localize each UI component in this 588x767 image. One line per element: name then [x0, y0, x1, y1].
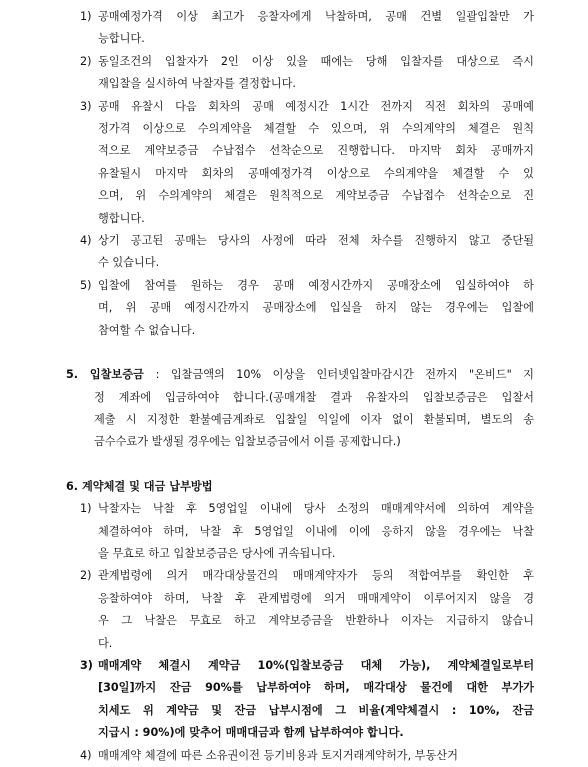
- list-item-line: 유찰될시 마지막 회차의 공매예정가격 이상으로 수의계약을 체결할 수 있: [98, 166, 534, 180]
- list-item-line: 응찰하여야 하며, 낙찰 후 관계법령에 의거 매매계약이 이루어지지 않을 경: [98, 591, 534, 605]
- spacer: [0, 454, 588, 476]
- list-item-line: 공매예정가격 이상 최고가 응찰자에게 낙찰하며, 공매 건별 일괄입찰만 가: [98, 10, 534, 23]
- section-title: 계약체결 및 대금 납부방법: [81, 479, 213, 493]
- section-number: 6.: [66, 479, 79, 493]
- section-5-line: 금수수료가 발생될 경우에는 입찰보증금에서 이를 공제합니다.): [94, 435, 401, 449]
- list-item-line: 다.: [98, 636, 113, 650]
- list-item-number: 4): [80, 748, 92, 762]
- bidding-rules-list: [0, 6, 588, 342]
- list-item: [0, 6, 588, 51]
- list-item-number: 2): [80, 569, 92, 583]
- list-item-line: 매매계약 체결에 따른 소유권이전 등기비용과 토지거래계약허가, 부동산거: [98, 748, 458, 762]
- list-item-line: 며, 위 공매 예정시간까지 공매장소에 입실을 하지 않는 경우에는 입찰에: [98, 301, 534, 315]
- list-item-number: 1): [80, 502, 92, 516]
- list-item: [0, 96, 588, 230]
- list-item-line: 상기 공고된 공매는 당사의 사정에 따라 전체 차수를 진행하지 않고 중단될: [98, 234, 534, 248]
- list-item-line: 동일조건의 입찰자가 2인 이상 있을 때에는 당해 입찰자를 대상으로 즉시: [98, 54, 534, 68]
- list-item-line: 우 그 낙찰은 무효로 하고 계약보증금을 반환하나 이자는 지급하지 않습니: [98, 614, 534, 628]
- spacer: [0, 342, 588, 364]
- list-item-line: 적으로 계약보증금 수납접수 선착순으로 진행합니다. 마지막 회차 공매까지: [98, 144, 534, 158]
- contract-payment-list: [0, 498, 588, 767]
- list-item-line: 지급시 : 90%)에 맞추어 매매대금과 함께 납부하여야 합니다.: [98, 726, 404, 740]
- list-item: [0, 498, 588, 565]
- list-item-number: 5): [80, 278, 92, 292]
- list-item-line: 재입찰을 실시하여 낙찰자를 결정합니다.: [98, 77, 296, 91]
- list-item: [0, 565, 588, 655]
- section-5-text: : 입찰금액의 10% 이상을 인터넷입찰마감시간 전까지 "온비드" 지: [155, 368, 534, 382]
- section-number: 5.: [66, 368, 90, 382]
- section-5-bid-deposit: [0, 364, 588, 454]
- list-item: [0, 655, 588, 745]
- list-item-line: 낙찰자는 낙찰 후 5영업일 이내에 당사 소정의 매매계약서에 의하여 계약을: [98, 502, 534, 516]
- list-item-line: 입찰에 참여를 원하는 경우 공매 예정시간까지 공매장소에 입실하여야 하: [98, 278, 534, 292]
- list-item-number: 1): [80, 10, 92, 23]
- list-item-line: 정가격 이상으로 수의계약을 체결할 수 있으며, 위 수의계약의 체결은 원칙: [98, 122, 534, 136]
- list-item-line: 을 무효로 하고 입찰보증금은 당사에 귀속됩니다.: [98, 546, 336, 560]
- list-item: [0, 275, 588, 342]
- list-item-line: [30일]까지 잔금 90%를 납부하여야 하며, 매각대상 물건에 대한 부가가: [98, 681, 534, 695]
- section-title: 입찰보증금: [89, 368, 156, 382]
- section-5-line: 정 계좌에 입금하여야 합니다.(공매개찰 결과 유찰자의 입찰보증금은 입찰서: [94, 390, 534, 404]
- list-item: [0, 745, 588, 767]
- list-item-line: 으며, 위 수의계약의 체결은 원칙적으로 계약보증금 수납접수 선착순으로 진: [98, 189, 534, 203]
- list-item-line: 공매 유찰시 다음 회차의 공매 예정시간 1시간 전까지 직전 회차의 공매예: [98, 99, 534, 113]
- list-item-number: 4): [80, 234, 92, 248]
- list-item-number: 3): [80, 658, 93, 672]
- list-item-line: 체결하여야 하며, 낙찰 후 5영업일 이내에 이에 응하지 않을 경우에는 낙찰: [98, 524, 534, 538]
- list-item-number: 2): [80, 54, 92, 68]
- list-item-line: 수 있습니다.: [98, 256, 160, 270]
- list-item-line: 관계법령에 의거 매각대상물건의 매매계약자가 등의 적합여부를 확인한 후: [98, 569, 534, 583]
- list-item-line: 참여할 수 없습니다.: [98, 323, 196, 337]
- section-5-line: [66, 364, 534, 386]
- list-item-line: 행합니다.: [98, 211, 145, 225]
- section-5-line: 제출 시 지정한 환불예금계좌로 입찰일 익일에 이자 없이 환불되며, 별도의 송: [94, 412, 534, 426]
- list-item-line: 치세도 위 계약금 및 잔금 납부시점에 그 비율(계약체결시 : 10%, 잔금: [98, 703, 534, 717]
- list-item: [0, 51, 588, 96]
- list-item-line: 매매계약 체결시 계약금 10%(입찰보증금 대체 가능), 계약체결일로부터: [98, 658, 534, 672]
- list-item: [0, 230, 588, 275]
- list-item-number: 3): [80, 99, 92, 113]
- section-6-heading: [0, 476, 588, 498]
- list-item-line: 능합니다.: [98, 32, 145, 46]
